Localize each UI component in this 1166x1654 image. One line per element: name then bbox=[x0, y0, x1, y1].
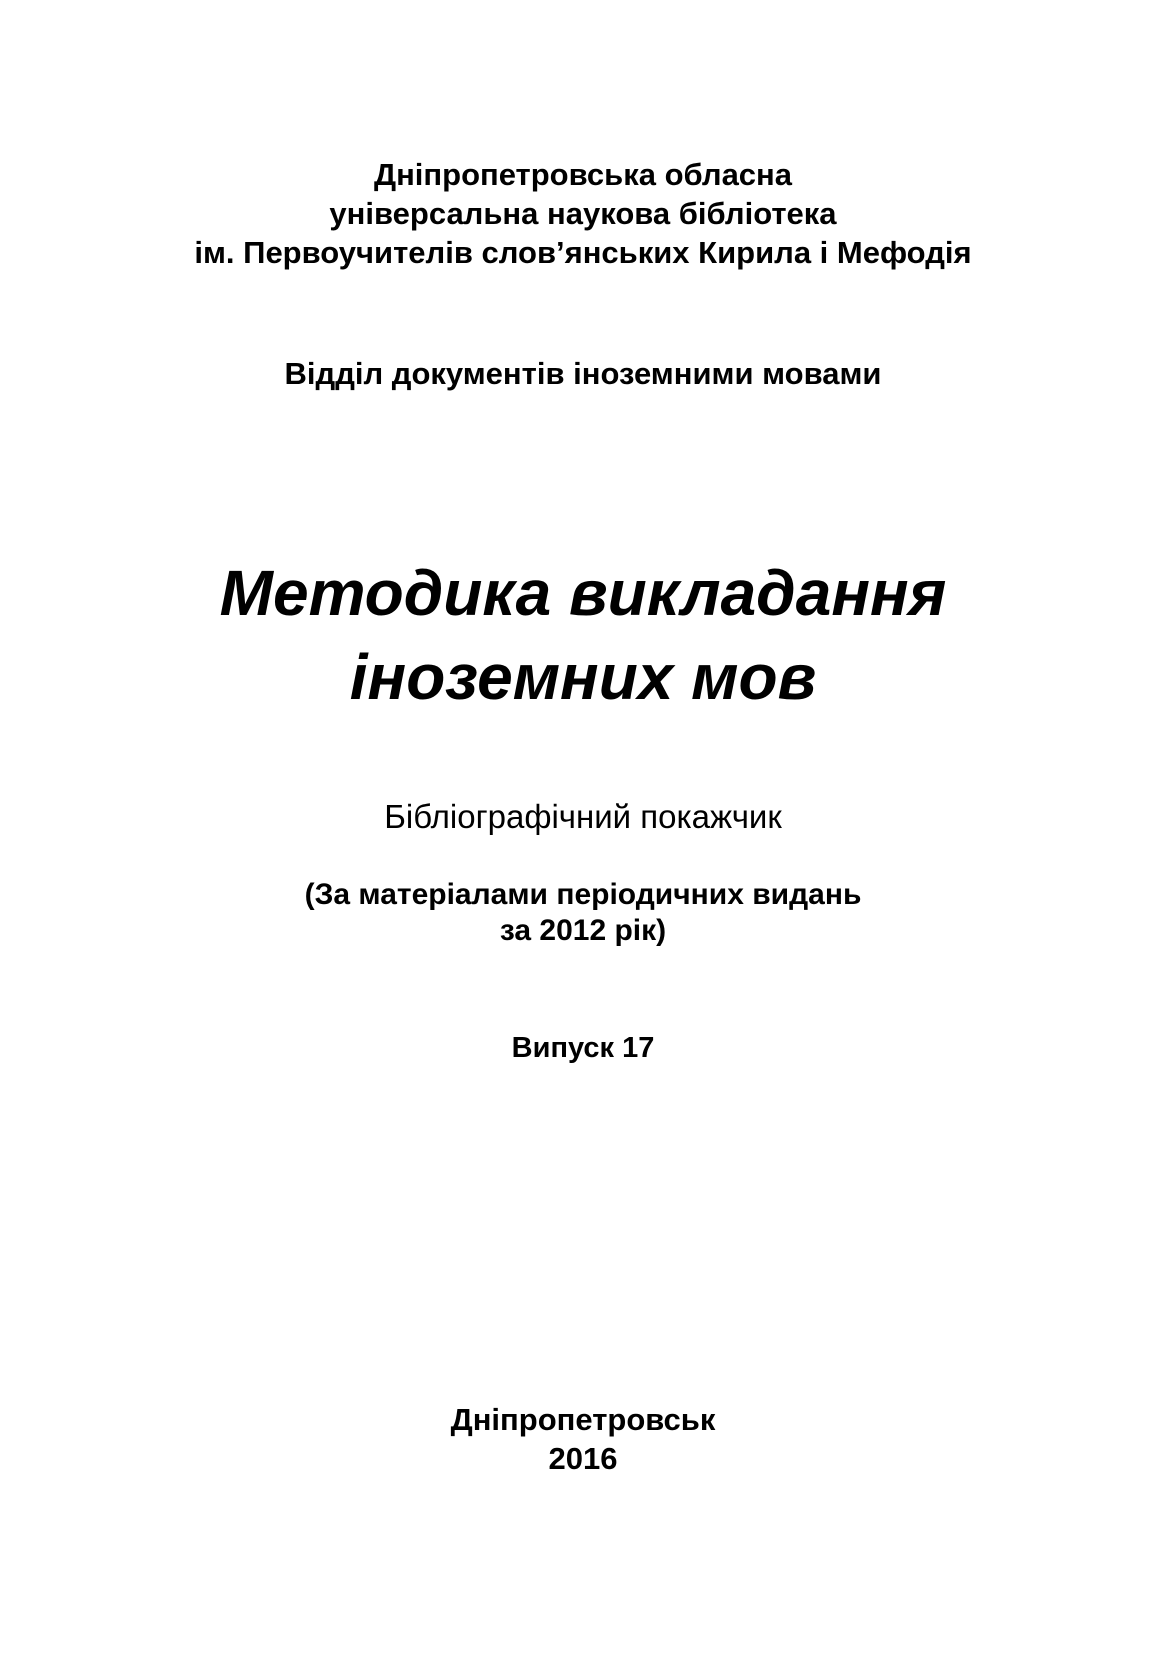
document-title-line-1: Методика викладання bbox=[219, 557, 947, 629]
imprint-year: 2016 bbox=[548, 1441, 618, 1476]
source-note-line-1: (За матеріалами періодичних видань bbox=[304, 878, 862, 911]
institution-line-3: ім. Первоучителів слов’янських Кирила і Мефодія bbox=[194, 235, 972, 270]
institution-line-2: універсальна наукова бібліотека bbox=[329, 196, 837, 231]
department-name: Відділ документів іноземними мовами bbox=[284, 356, 882, 391]
issue-number: Випуск 17 bbox=[511, 1032, 655, 1064]
document-subtitle: Бібліографічний покажчик bbox=[384, 798, 782, 835]
imprint-city: Дніпропетровськ bbox=[450, 1402, 716, 1437]
institution-line-1: Дніпропетровська обласна bbox=[373, 157, 793, 192]
source-note-line-2: за 2012 рік) bbox=[499, 914, 667, 947]
document-title-line-2: іноземних мов bbox=[349, 641, 817, 713]
